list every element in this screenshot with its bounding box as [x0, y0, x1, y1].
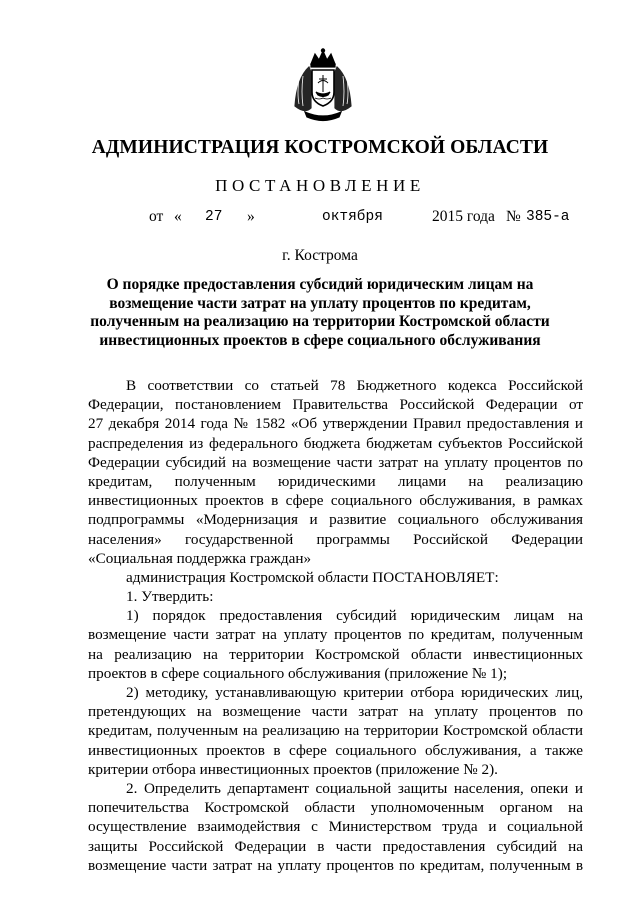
date-year: 2015 года: [432, 208, 495, 225]
body-line: 2) методику, устанавливающую критерии отбора юридических лиц,: [126, 684, 583, 701]
date-line: [0, 208, 640, 230]
body-line: инвестиционных проектов в сфере социального обслуживания, а также: [88, 741, 583, 759]
body-line: возмещение части затрат на уплату процентов по кредитам, полученным в: [88, 856, 583, 874]
body-line: на реализацию на территории Костромской области инвестиционных: [88, 645, 583, 663]
body-line: 27 декабря 2014 года № 1582 «Об утверждении Правил предоставления и: [88, 415, 583, 433]
heading-line: О порядке предоставления субсидий юридическим лицам на: [106, 276, 534, 293]
body-line: 1) порядок предоставления субсидий юридическим лицам на: [126, 607, 583, 625]
body-line: подпрограммы «Модернизация и развитие социального обслуживания: [88, 511, 583, 529]
body-line: В соответствии со статьей 78 Бюджетного кодекса Российской: [126, 377, 583, 394]
body-line: претендующих на возмещение части затрат на уплату процентов по: [88, 703, 583, 721]
heading-line: инвестиционных проектов в сфере социального обслуживания: [99, 331, 541, 349]
body-line: инвестиционных проектов в сфере социального обслуживания, в рамках: [88, 492, 583, 510]
body-line: осуществление взаимодействия с Министерством труда и социальной: [88, 818, 583, 836]
date-prefix: от: [149, 208, 164, 225]
document-body: [88, 376, 583, 875]
body-line: населения» государственной программы Российской Федерации: [88, 530, 583, 548]
body-line: защиты Российской Федерации в части предоставления субсидий на: [88, 837, 583, 855]
document-heading: [60, 276, 580, 350]
date-close-quote: »: [247, 208, 255, 225]
body-line: кредитам, полученным на реализацию на территории Костромской области: [88, 722, 583, 740]
city: г. Кострома: [282, 247, 358, 264]
body-line: 1. Утвердить:: [126, 588, 214, 606]
document-number: 385-а: [526, 209, 570, 225]
date-day: 27: [205, 209, 223, 225]
body-line: кредитам, полученным юридическими лицами на реализацию: [88, 472, 583, 490]
heading-line: полученным на реализацию на территории Костромской области: [90, 313, 550, 331]
body-line: «Социальная поддержка граждан»: [88, 549, 312, 567]
body-line: администрация Костромской области ПОСТАНОВЛЯЕТ:: [126, 568, 499, 586]
date-open-quote: «: [174, 208, 182, 225]
number-label: №: [506, 208, 521, 225]
date-month: октября: [322, 209, 383, 225]
heading-line: возмещение части затрат на уплату процентов по кредитам,: [109, 294, 531, 312]
body-line: проектов в сфере социального обслуживания (приложение № 1);: [88, 664, 508, 682]
body-line: Федерации, постановлением Правительства Российской Федерации от: [88, 396, 583, 414]
body-line: распределения из федерального бюджета бюджетам субъектов Российской: [88, 434, 583, 452]
organization-title: АДМИНИСТРАЦИЯ КОСТРОМСКОЙ ОБЛАСТИ: [91, 137, 549, 158]
body-line: 2. Определить департамент социальной защиты населения, опеки и: [126, 779, 583, 797]
body-line: попечительства Костромской области уполномоченным органом на: [88, 799, 583, 817]
coat-of-arms-icon: [291, 48, 355, 124]
document-type: ПОСТАНОВЛЕНИЕ: [215, 176, 425, 195]
body-line: Федерации субсидий на возмещение части затрат на уплату процентов по: [88, 453, 583, 471]
body-line: возмещение части затрат на уплату процентов по кредитам, полученным: [88, 626, 583, 644]
body-line: критерии отбора инвестиционных проектов (приложение № 2).: [88, 760, 498, 778]
